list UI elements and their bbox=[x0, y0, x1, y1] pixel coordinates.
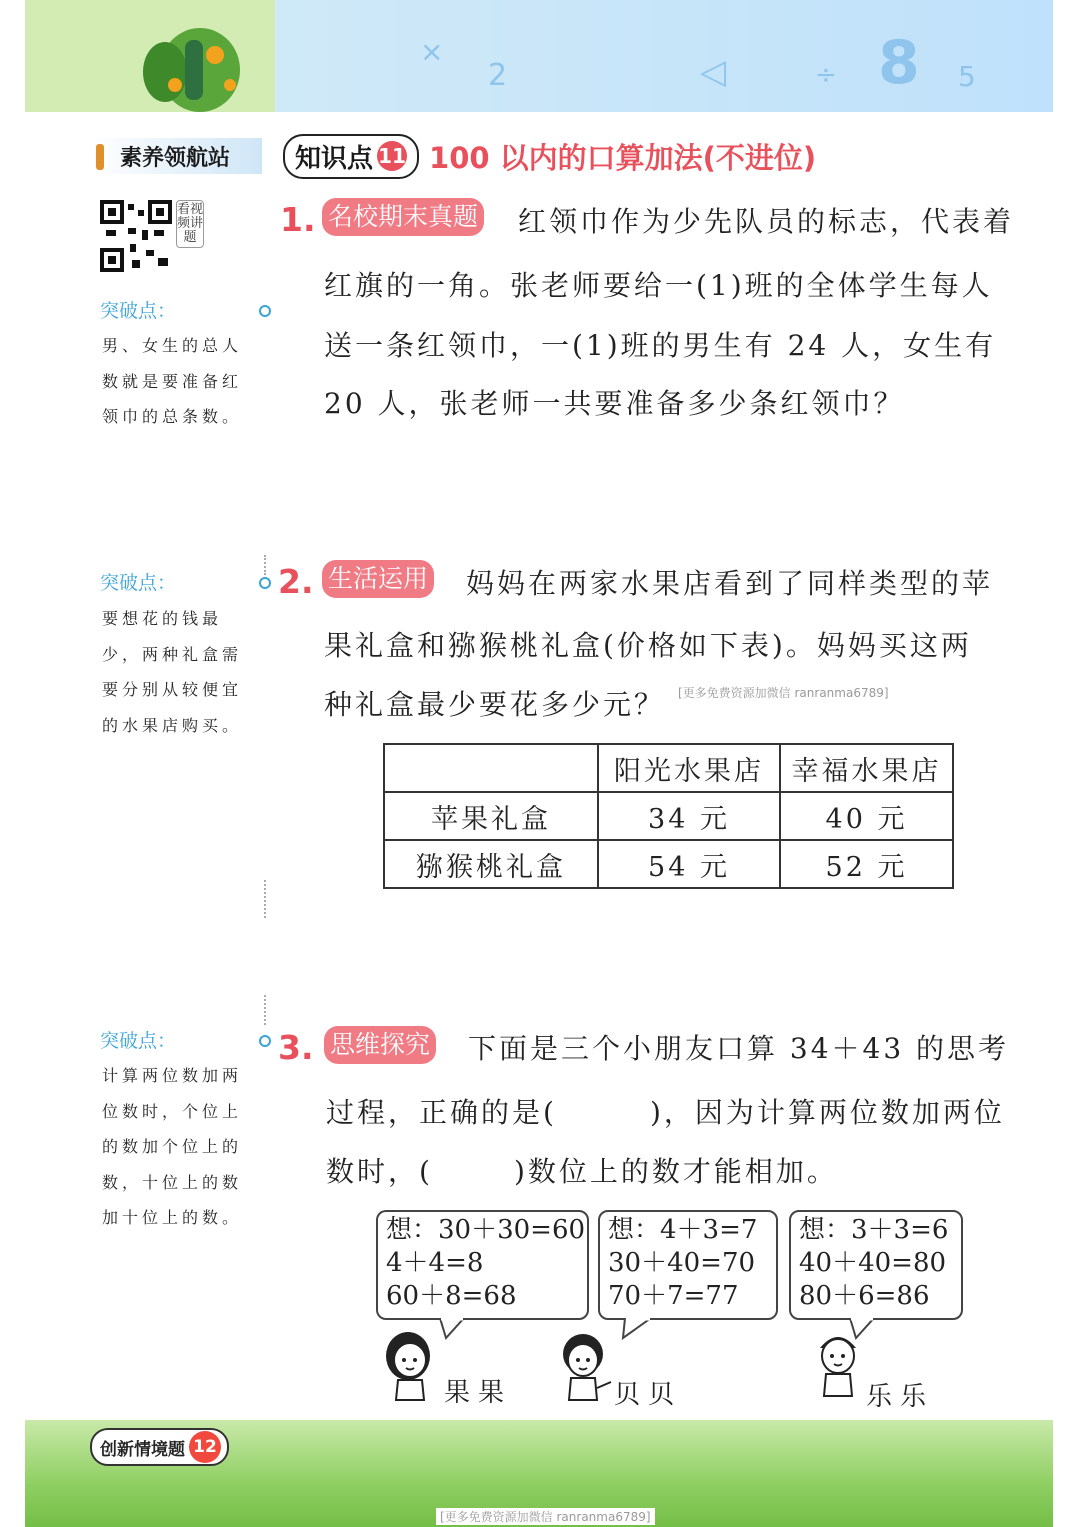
lighthouse-icon bbox=[96, 144, 104, 170]
header-plant-decoration bbox=[25, 0, 275, 112]
bubble-tail bbox=[615, 1318, 665, 1340]
bubble-line: 70＋7=77 bbox=[608, 1281, 739, 1311]
plant-icon bbox=[25, 0, 275, 112]
knowledge-point-title: 100 以内的口算加法(不进位) bbox=[429, 140, 817, 175]
header-math-symbol: 2 bbox=[488, 58, 508, 93]
header-math-symbol: 8 bbox=[878, 28, 920, 98]
bubble-line: 40＋40=80 bbox=[799, 1248, 947, 1278]
header-math-symbol: 5 bbox=[958, 60, 976, 93]
question-text: 数时，( bbox=[326, 1155, 433, 1188]
question-text: 果礼盒和猕猴桃礼盒(价格如下表)。妈妈买这两 bbox=[324, 629, 972, 662]
table-cell: 苹果礼盒 bbox=[384, 792, 598, 840]
answer-blank[interactable] bbox=[420, 1150, 512, 1184]
thought-bubble-lele bbox=[789, 1210, 963, 1320]
footer-watermark: [更多免费资源加微信 ranranma6789] bbox=[436, 1508, 655, 1525]
boy-lele-icon bbox=[810, 1326, 870, 1398]
qr-code[interactable] bbox=[100, 200, 172, 272]
question-text: )，因为计算两位数加两位 bbox=[650, 1096, 1005, 1129]
knowledge-point-label: 知识点 11 bbox=[283, 134, 419, 179]
watermark-text: [更多免费资源加微信 ranranma6789] bbox=[678, 686, 889, 700]
page-number: 12 bbox=[189, 1431, 221, 1463]
tip-text: 男、女生的总人数就是要准备红领巾的总条数。 bbox=[102, 336, 243, 426]
header-math-symbol: ÷ bbox=[815, 60, 837, 90]
table-row bbox=[384, 840, 953, 888]
price-table bbox=[383, 743, 954, 889]
question-number: 1. bbox=[280, 200, 316, 239]
question-text: 过程，正确的是( bbox=[326, 1096, 557, 1129]
tip-marker bbox=[259, 577, 271, 589]
footer-section-label: 创新情境题 bbox=[100, 1439, 185, 1460]
question-text: 20 人，张老师一共要准备多少条红领巾？ bbox=[324, 387, 905, 420]
kid-name: 贝贝 bbox=[614, 1380, 683, 1410]
bubble-line: 想：3＋3=6 bbox=[799, 1215, 949, 1245]
knowledge-point-number: 11 bbox=[377, 141, 407, 171]
thought-bubble-guoguo bbox=[376, 1210, 589, 1320]
header-math-symbol: ◁ bbox=[700, 52, 727, 92]
question-tag: 思维探究 bbox=[324, 1026, 436, 1064]
question-number: 2. bbox=[278, 562, 314, 601]
footer-page-badge bbox=[90, 1428, 229, 1466]
bubble-line: 60＋8=68 bbox=[386, 1281, 517, 1311]
table-header-row bbox=[384, 744, 953, 792]
question-text: 红领巾作为少先队员的标志，代表着 bbox=[518, 205, 1015, 238]
kid-name: 乐乐 bbox=[866, 1382, 935, 1412]
answer-blank[interactable] bbox=[546, 1091, 646, 1125]
bubble-line: 想：4＋3=7 bbox=[608, 1215, 758, 1245]
tip-heading: 突破点： bbox=[100, 572, 177, 594]
tip-marker bbox=[259, 1035, 271, 1047]
divider bbox=[264, 555, 266, 575]
question-text: 妈妈在两家水果店看到了同样类型的苹 bbox=[466, 567, 994, 600]
table-row bbox=[384, 792, 953, 840]
table-cell: 34 元 bbox=[598, 792, 780, 840]
bubble-line: 4＋4=8 bbox=[386, 1248, 484, 1278]
knowledge-point-header bbox=[283, 136, 816, 176]
tip-heading: 突破点： bbox=[100, 1030, 177, 1052]
question-text: 种礼盒最少要花多少元？ bbox=[324, 688, 666, 721]
girl-beibei-icon bbox=[555, 1330, 615, 1402]
table-header-cell bbox=[384, 744, 598, 792]
tip-text: 计算两位数加两位数时，个位上的数加个位上的数，十位上的数加十位上的数。 bbox=[102, 1066, 243, 1227]
question-text: )数位上的数才能相加。 bbox=[514, 1155, 838, 1188]
bubble-line: 想：30＋30=60 bbox=[386, 1215, 586, 1245]
divider bbox=[264, 995, 266, 1025]
question-number: 3. bbox=[278, 1028, 314, 1067]
thought-bubble-beibei bbox=[598, 1210, 778, 1320]
table-cell: 40 元 bbox=[780, 792, 953, 840]
question-tag: 名校期末真题 bbox=[322, 198, 484, 236]
question-text: 送一条红领巾，一(1)班的男生有 24 人，女生有 bbox=[324, 329, 997, 362]
divider bbox=[264, 880, 266, 918]
kid-name: 果果 bbox=[444, 1378, 513, 1408]
tip-text: 要想花的钱最少，两种礼盒需要分别从较便宜的水果店购买。 bbox=[102, 609, 243, 735]
table-cell: 54 元 bbox=[598, 840, 780, 888]
literacy-station-title: 素养领航站 bbox=[92, 138, 262, 174]
tip-heading: 突破点： bbox=[100, 300, 177, 322]
table-header-cell: 阳光水果店 bbox=[598, 744, 780, 792]
table-cell: 猕猴桃礼盒 bbox=[384, 840, 598, 888]
header-math-symbol: × bbox=[420, 35, 444, 68]
girl-guoguo-icon bbox=[380, 1330, 440, 1402]
bubble-line: 30＋40=70 bbox=[608, 1248, 756, 1278]
question-text: 红旗的一角。张老师要给一(1)班的全体学生每人 bbox=[324, 269, 993, 302]
table-header-cell: 幸福水果店 bbox=[780, 744, 953, 792]
question-tag: 生活运用 bbox=[322, 560, 434, 598]
tip-marker bbox=[259, 305, 271, 317]
question-text: 下面是三个小朋友口算 34＋43 的思考 bbox=[468, 1032, 1010, 1065]
bubble-line: 80＋6=86 bbox=[799, 1281, 930, 1311]
video-lesson-label[interactable]: 看视频讲题 bbox=[176, 200, 204, 248]
table-cell: 52 元 bbox=[780, 840, 953, 888]
